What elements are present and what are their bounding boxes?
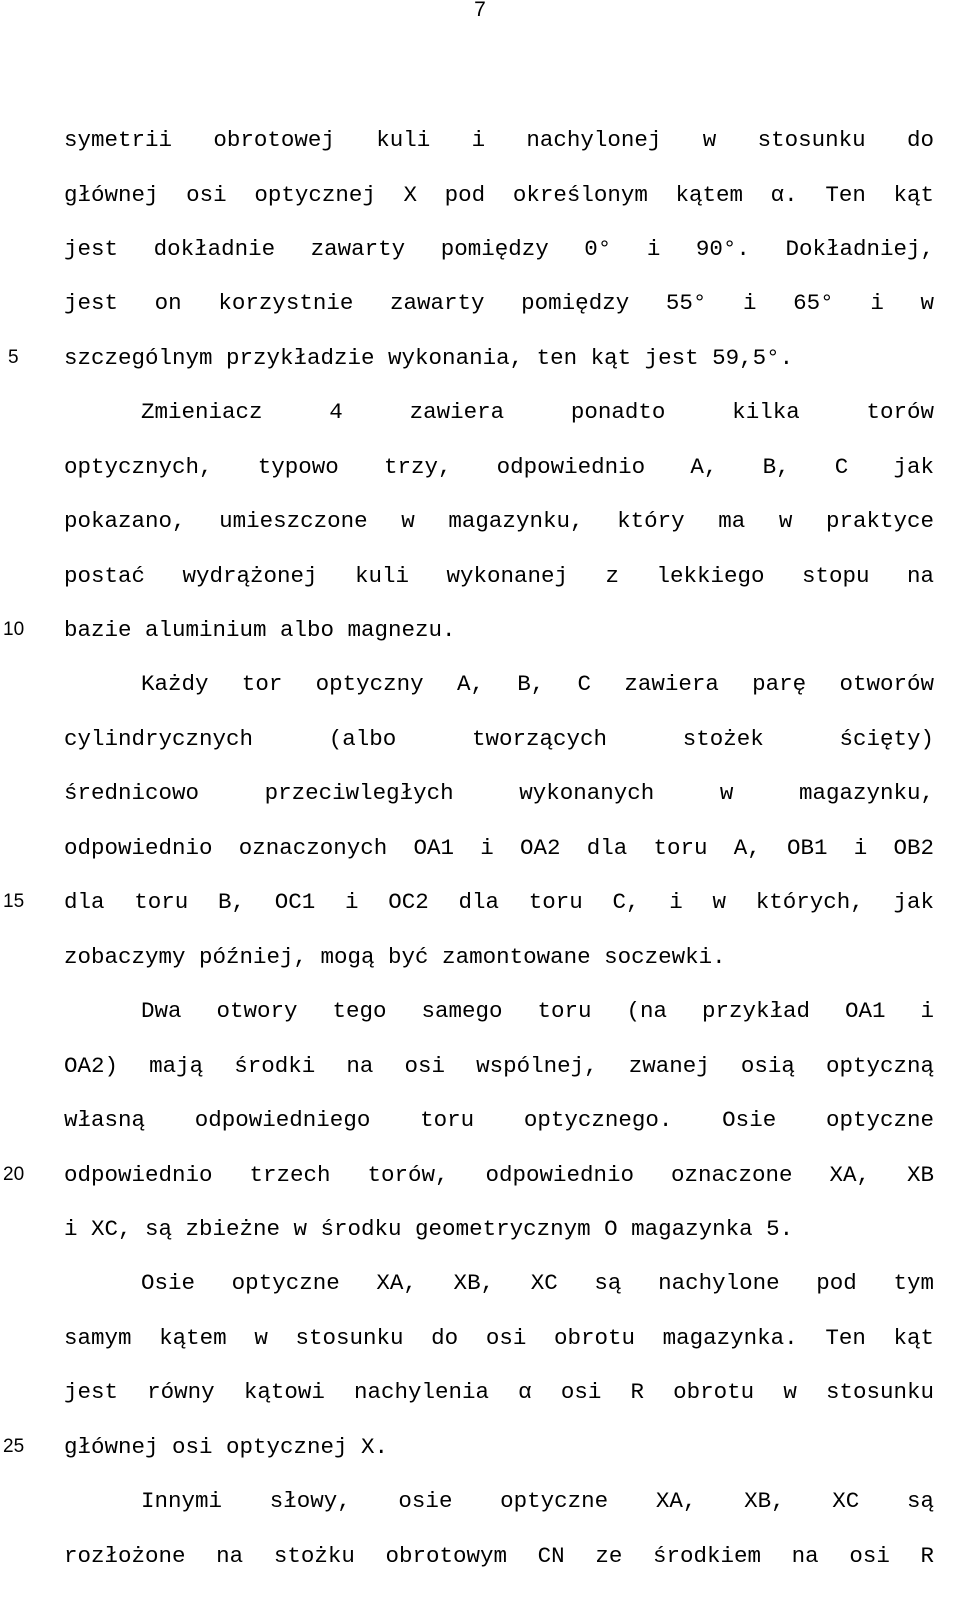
text-line: średnicowo przeciwległych wykonanych w magazynku, (64, 780, 934, 806)
text-line: jest równy kątowi nachylenia α osi R obrotu w stosunku (64, 1379, 934, 1405)
text-line: samym kątem w stosunku do osi obrotu magazynka. Ten kąt (64, 1325, 934, 1351)
text-line: odpowiednio trzech torów, odpowiednio oznaczone XA, XB (64, 1162, 934, 1188)
text-line: odpowiednio oznaczonych OA1 i OA2 dla toru A, OB1 i OB2 (64, 835, 934, 861)
text-line: Innymi słowy, osie optyczne XA, XB, XC są (141, 1488, 934, 1514)
text-line: Osie optyczne XA, XB, XC są nachylone pod tym (141, 1270, 934, 1296)
line-number-25: 25 (3, 1436, 25, 1457)
page-number: 7 (474, 0, 486, 21)
line-number-5: 5 (8, 347, 19, 368)
line-number-15: 15 (3, 891, 25, 912)
text-line: optycznych, typowo trzy, odpowiednio A, B, C jak (64, 454, 934, 480)
text-line: Dwa otwory tego samego toru (na przykład OA1 i (141, 998, 934, 1024)
text-line: postać wydrążonej kuli wykonanej z lekkiego stopu na (64, 563, 934, 589)
text-line: OA2) mają środki na osi wspólnej, zwanej osią optyczną (64, 1053, 934, 1079)
text-line: cylindrycznych (albo tworzących stożek ścięty) (64, 726, 934, 752)
text-line: głównej osi optycznej X pod określonym kątem α. Ten kąt (64, 182, 934, 208)
text-line: dla toru B, OC1 i OC2 dla toru C, i w których, jak (64, 889, 934, 915)
line-number-20: 20 (3, 1164, 25, 1185)
text-line: Każdy tor optyczny A, B, C zawiera parę otworów (141, 671, 934, 697)
text-line: Zmieniacz 4 zawiera ponadto kilka torów (141, 399, 934, 425)
text-line: bazie aluminium albo magnezu. (64, 617, 456, 643)
text-line: własną odpowiedniego toru optycznego. Osie optyczne (64, 1107, 934, 1133)
text-line: szczególnym przykładzie wykonania, ten kąt jest 59,5°. (64, 345, 794, 371)
text-line: i XC, są zbieżne w środku geometrycznym O magazynka 5. (64, 1216, 794, 1242)
text-line: pokazano, umieszczone w magazynku, który ma w praktyce (64, 508, 934, 534)
text-line: jest dokładnie zawarty pomiędzy 0° i 90°. Dokładniej, (64, 236, 934, 262)
text-line: głównej osi optycznej X. (64, 1434, 389, 1460)
text-line: rozłożone na stożku obrotowym CN ze środkiem na osi R (64, 1543, 934, 1569)
line-number-10: 10 (3, 619, 25, 640)
text-line: symetrii obrotowej kuli i nachylonej w stosunku do (64, 127, 934, 153)
text-line: zobaczymy później, mogą być zamontowane soczewki. (64, 944, 726, 970)
text-line: jest on korzystnie zawarty pomiędzy 55° i 65° i w (64, 290, 934, 316)
